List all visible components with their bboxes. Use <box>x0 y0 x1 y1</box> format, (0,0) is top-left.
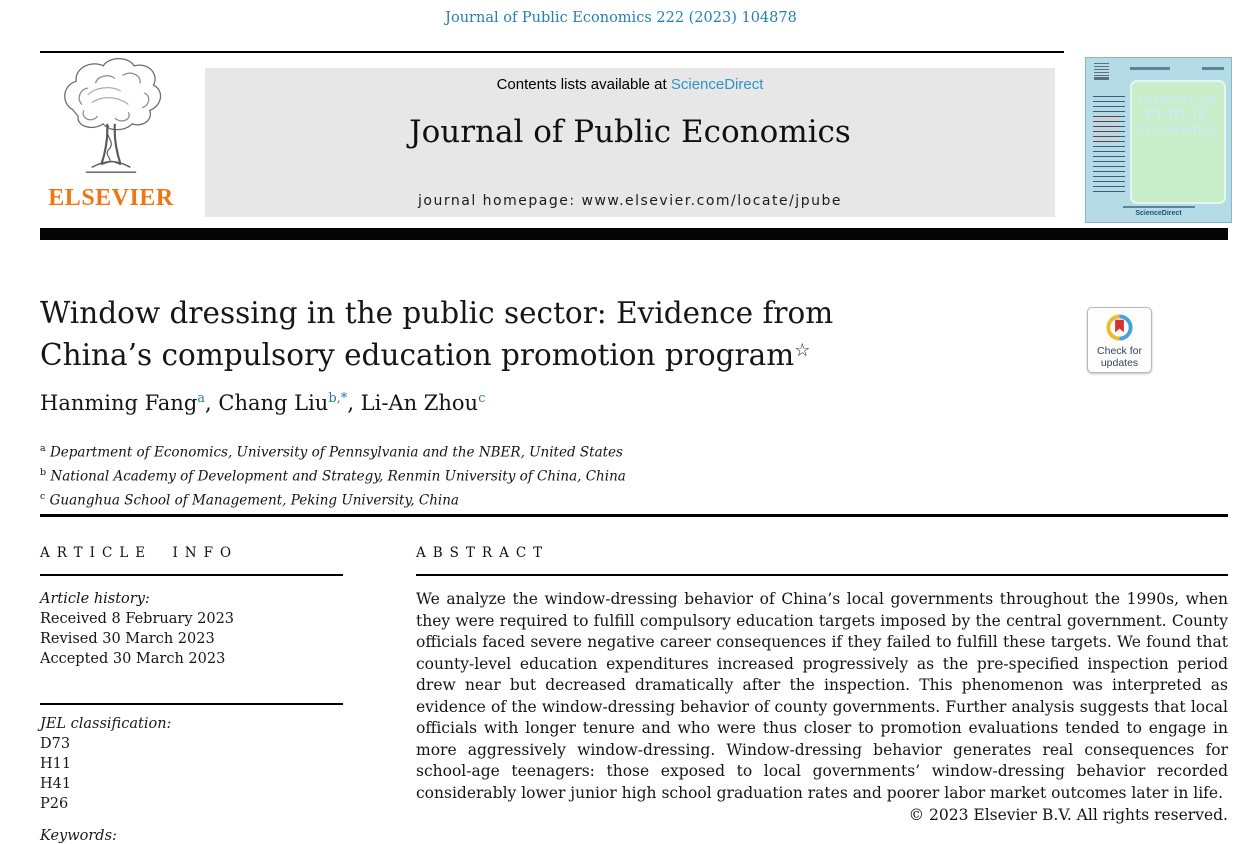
header-hairline-rule <box>40 51 1064 53</box>
cover-title-line3: ECONOMICS <box>1136 123 1220 137</box>
history-line: Revised 30 March 2023 <box>40 631 215 647</box>
contents-list-line <box>205 68 1055 93</box>
affiliation-line <box>40 487 626 511</box>
article-info-rule <box>40 574 343 576</box>
article-history-block <box>40 589 343 669</box>
author-name: Hanming Fang <box>40 391 198 415</box>
article-history-label: Article history: <box>40 591 150 607</box>
article-info-column <box>40 545 343 844</box>
affiliation-sup: b <box>40 467 47 478</box>
jel-code: H41 <box>40 776 72 792</box>
sciencedirect-link[interactable]: ScienceDirect <box>670 76 764 93</box>
author-separator: , <box>205 391 219 415</box>
article-info-heading: ARTICLE INFO <box>40 545 239 561</box>
jel-code: H11 <box>40 756 72 772</box>
affiliation-sup: a <box>40 443 46 454</box>
cover-editors-list <box>1093 96 1125 196</box>
affiliation-text: Guanghua School of Management, Peking University, China <box>49 492 459 509</box>
elsevier-wordmark: ELSEVIER <box>48 185 174 211</box>
journal-banner <box>205 68 1055 217</box>
abstract-text: We analyze the window-dressing behavior of China’s local governments throughout the 1990s, when they were required to fulfill compulsory education targets imposed by the central government. County officials faced severe negative career consequences if they failed to fulfill these targets. We found that county-level education expenditures increased progressively as the pre-specified inspection period drew near but decreased dramatically after the inspection. This phenomenon was interpreted as evidence of the window-dressing behavior of county governments. Further analysis suggests that local officials with longer tenure and who were thus closer to promotion evaluations tended to engage in more aggressively window-dressing. Window-dressing behavior generates real consequences for school-age teenagers: those exposed to local governments’ window-dressing behavior recorded considerably lower junior high school graduation rates and poorer labor market outcomes later in life. <box>416 590 1228 802</box>
journal-homepage-link[interactable]: journal homepage: www.elsevier.com/locate/jpube <box>418 193 842 209</box>
affiliation-sup: c <box>40 491 46 502</box>
journal-name: Journal of Public Economics <box>409 114 851 150</box>
check-for-updates-badge[interactable] <box>1087 307 1152 373</box>
affiliations <box>40 439 626 511</box>
section-divider-rule <box>40 514 1228 517</box>
journal-citation-line <box>0 10 1242 26</box>
author-list <box>40 391 485 415</box>
history-line: Received 8 February 2023 <box>40 611 235 627</box>
author-separator: , <box>347 391 361 415</box>
cover-issn-line <box>1202 67 1224 70</box>
copyright-line: © 2023 Elsevier B.V. All rights reserved. <box>908 806 1228 824</box>
title-footnote-star[interactable]: ☆ <box>794 340 811 361</box>
header-divider-bar <box>40 228 1228 240</box>
jel-code: P26 <box>40 796 69 812</box>
elsevier-logo <box>37 56 185 212</box>
journal-cover-thumbnail[interactable] <box>1085 57 1232 223</box>
cover-footer-rule <box>1123 206 1195 208</box>
jel-label: JEL classification: <box>40 716 172 732</box>
jel-divider-rule <box>40 703 343 705</box>
cover-footer <box>1086 206 1231 217</box>
jel-classification-block <box>40 714 171 814</box>
jel-code: D73 <box>40 736 71 752</box>
cover-title-panel <box>1130 80 1226 204</box>
affiliation-text: Department of Economics, University of Pennsylvania and the NBER, United States <box>49 444 623 461</box>
cover-editors-list-accent <box>1093 116 1119 146</box>
affiliation-text: National Academy of Development and Strategy, Renmin University of China, China <box>50 468 626 485</box>
keywords-label: Keywords: <box>40 828 117 844</box>
journal-citation-link[interactable]: Journal of Public Economics 222 (2023) 104878 <box>445 10 797 26</box>
affiliation-line <box>40 463 626 487</box>
article-title-text: Window dressing in the public sector: Evidence from China’s compulsory education promotion program <box>40 296 834 372</box>
abstract-rule <box>416 574 1228 576</box>
cover-sciencedirect-brand: ScienceDirect <box>1135 210 1182 217</box>
cover-title-line2: PUBLIC <box>1144 106 1212 123</box>
history-line: Accepted 30 March 2023 <box>40 651 226 667</box>
affiliation-line <box>40 439 626 463</box>
author-affiliation-link[interactable]: a <box>197 391 206 406</box>
author-name: Chang Liu <box>218 391 329 415</box>
abstract-heading: ABSTRACT <box>416 545 550 561</box>
journal-homepage-line <box>205 193 1055 209</box>
elsevier-tree-icon <box>37 56 185 184</box>
author-affiliation-link[interactable]: c <box>478 391 486 406</box>
cover-volume-line <box>1130 67 1170 70</box>
crossmark-icon <box>1105 327 1134 346</box>
check-for-updates-label: Check for updates <box>1097 345 1142 369</box>
author-affiliation-link[interactable]: b,* <box>328 391 348 406</box>
cover-title-line1: JOURNAL OF <box>1137 94 1219 106</box>
cover-elsevier-mark-icon <box>1094 63 1109 80</box>
author-name: Li-An Zhou <box>360 391 479 415</box>
contents-prefix: Contents lists available at <box>496 76 671 93</box>
abstract-column <box>416 545 1228 824</box>
article-title <box>40 294 950 374</box>
